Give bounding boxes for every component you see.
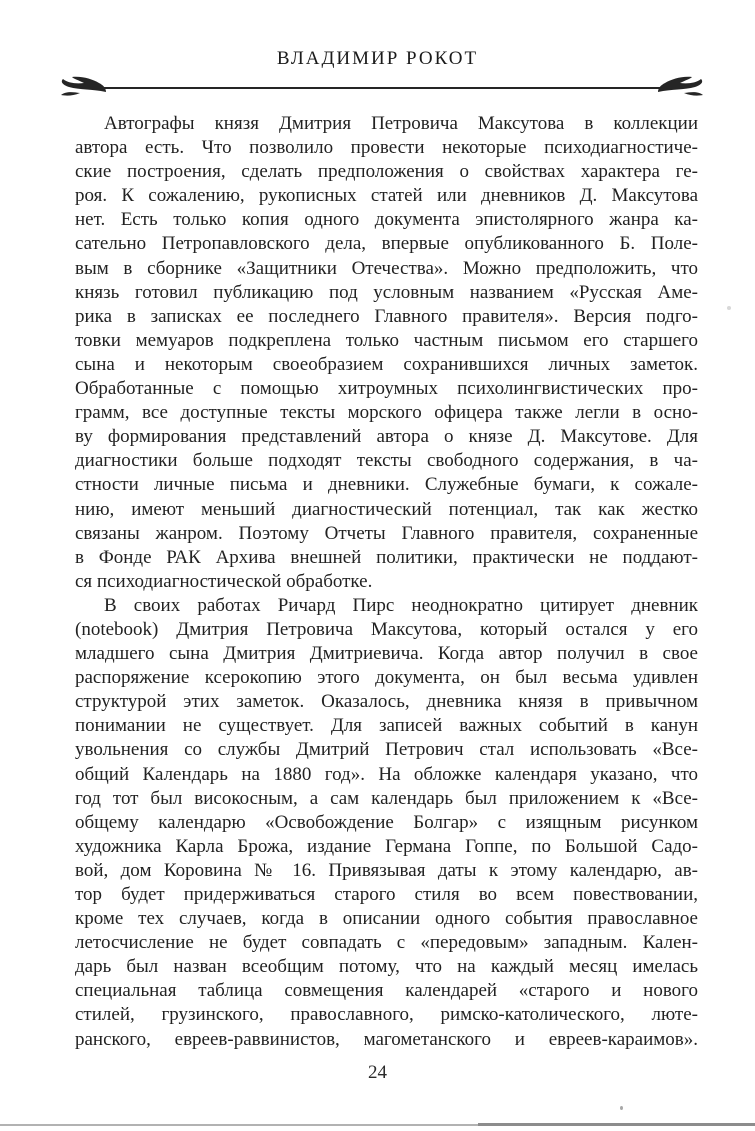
text-line: кроме тех случаев, когда в описании одного события православное [75, 908, 698, 930]
text-line: сына и некоторым своеобразием сохранившихся личных заметок. [75, 353, 698, 375]
text-line: тор будет придерживаться старого стиля во всем повествовании, [75, 884, 698, 905]
flourish-leaf-icon [656, 75, 706, 101]
running-header-title: ВЛАДИМИР РОКОТ [276, 48, 479, 69]
header-ornamental-rule [58, 74, 706, 102]
scan-edge-line [478, 1123, 755, 1126]
text-line: общий Календарь на 1880 год». На обложке календаря указано, что [75, 763, 698, 785]
text-line: князь готовил публикацию под условным названием «Русская Аме- [75, 281, 698, 303]
scan-edge-line [0, 1124, 482, 1126]
text-line: диагностики больше подходят тексты свободного содержания, в ча- [75, 450, 698, 472]
text-line: распоряжение ксерокопию этого документа, он был весьма удивлен [75, 667, 698, 689]
text-line: летосчисление не будет совпадать с «передовым» западным. Кален- [75, 932, 698, 954]
text-line: сательно Петропавловского дела, впервые опубликованного Б. Поле- [75, 233, 698, 255]
text-line: товки мемуаров подкреплена только частным письмом его старшего [75, 329, 698, 351]
text-line: ся психодиагностической обработке. [75, 570, 373, 592]
scan-speck [727, 306, 731, 310]
text-line: структурой этих заметок. Оказалось, дневника князя в привычном [75, 691, 698, 713]
text-line: увольнения со службы Дмитрий Петрович стал использовать «Все- [75, 739, 698, 761]
text-line: связаны жанром. Поэтому Отчеты Главного правителя, сохраненные [75, 522, 698, 544]
text-line: рика в записках ее последнего Главного правителя». Версия подго- [75, 305, 698, 327]
paragraph [75, 594, 698, 1052]
paragraph [75, 112, 698, 594]
text-line: нию, имеют меньший диагностический потенциал, так как жестко [75, 498, 698, 520]
text-line: в Фонде РАК Архива внешней политики, практически не поддают- [75, 546, 698, 568]
text-line: год тот был високосным, а сам календарь был приложением к «Все- [75, 787, 698, 809]
text-line: (notebook) Дмитрия Петровича Максутова, который остался у его [75, 618, 698, 640]
header-rule-line [100, 87, 664, 89]
text-line: специальная таблица совмещения календарей «старого и нового [75, 980, 698, 1002]
text-line: ву формирования представлений автора о князе Д. Максутове. Для [75, 426, 698, 448]
body-text [75, 112, 698, 1052]
page-number: 24 [368, 1062, 387, 1083]
flourish-leaf-icon [58, 75, 108, 101]
text-line: роя. К сожалению, рукописных статей или дневников Д. Максутова [75, 185, 698, 207]
text-line: стилей, грузинского, православного, римско-католического, люте- [75, 1004, 698, 1026]
text-line: художника Карла Брожа, издание Германа Гоппе, по Большой Садо- [75, 835, 698, 857]
text-line: нет. Есть только копия одного документа эпистолярного жанра ка- [75, 209, 698, 231]
text-line: вой, дом Коровина № 16. Привязывая даты к этому календарю, ав- [75, 859, 698, 881]
text-line: Автографы князя Дмитрия Петровича Максутова в коллекции [104, 113, 698, 134]
scan-speck [620, 1106, 623, 1110]
text-line: ранского, евреев-раввинистов, магометанского и евреев-караимов». [75, 1028, 698, 1050]
text-line: ские построения, сделать предположения о свойствах характера ге- [75, 161, 698, 183]
text-line: дарь был назван всеобщим потому, что на каждый месяц имелась [75, 956, 698, 978]
text-line: В своих работах Ричард Пирс неоднократно цитирует дневник [104, 594, 698, 616]
text-line: автора есть. Что позволило провести некоторые психодиагностиче- [75, 137, 698, 159]
text-line: младшего сына Дмитрия Дмитриевича. Когда автор получил в свое [75, 643, 698, 665]
text-line: понимании не существует. Для записей важных событий в канун [75, 715, 698, 737]
text-line: Обработанные с помощью хитроумных психолингвистических про- [75, 378, 698, 400]
text-line: грамм, все доступные тексты морского офицера также легли в осно- [75, 402, 698, 424]
text-line: общему календарю «Освобождение Болгар» с изящным рисунком [75, 811, 698, 833]
text-line: вым в сборнике «Защитники Отечества». Можно предположить, что [75, 257, 698, 279]
text-line: стности личные письма и дневники. Служебные бумаги, к сожале- [75, 474, 698, 496]
